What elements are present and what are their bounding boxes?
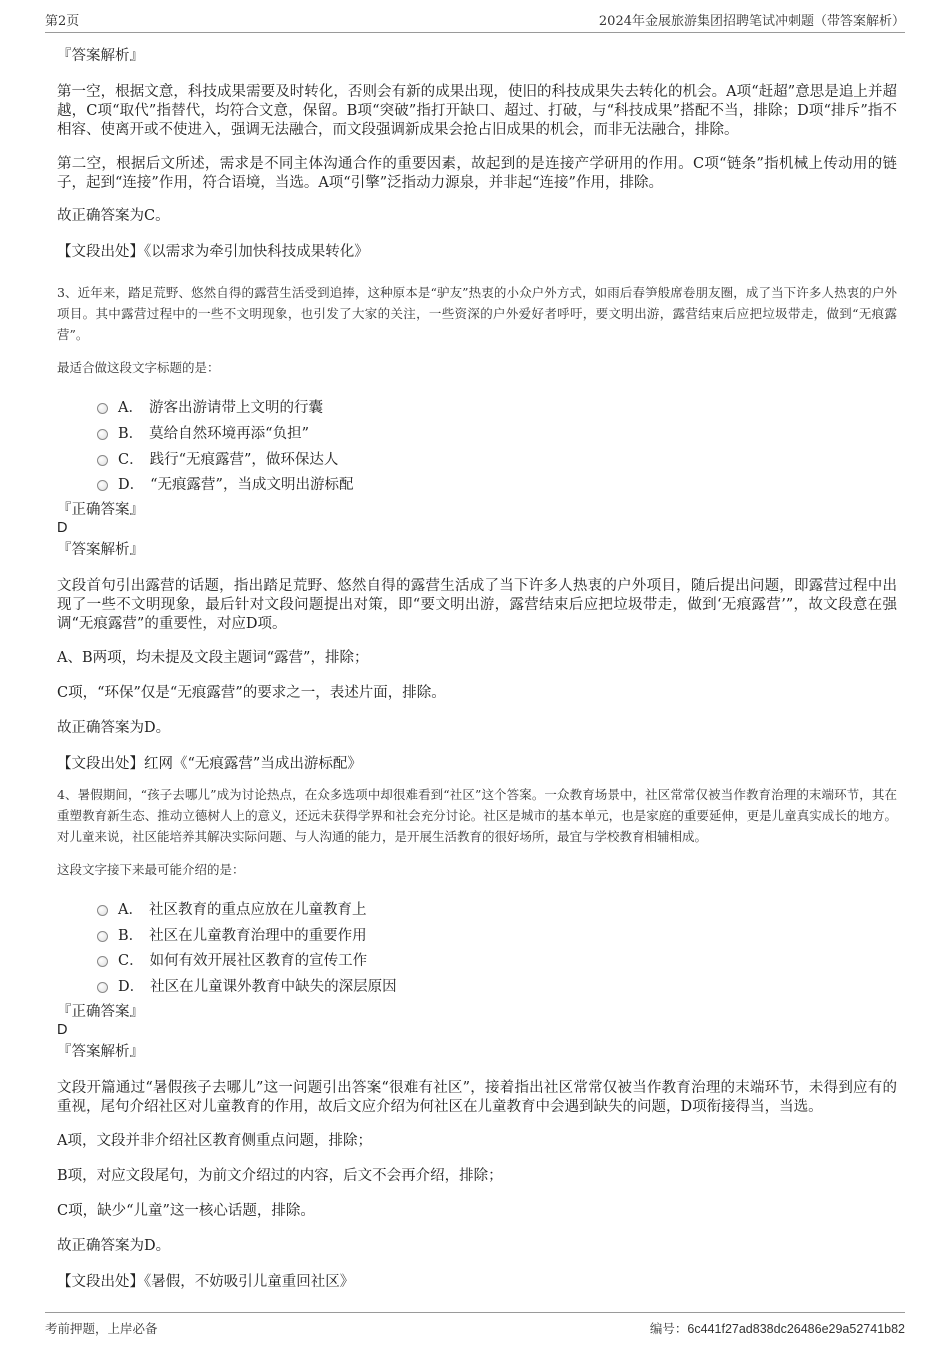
analysis-paragraph: 文段首句引出露营的话题，指出踏足荒野、悠然自得的露营生活成了当下许多人热衷的户外项目，随后提出问题，即露营过程中出现了一些不文明现象，最后针对文段问题提出对策，即“要文明出游，露营结束后应把垃圾带走，做到‘无痕露营’”，故文段意在强调“无痕露营”的重要性，对应D项。 [57, 577, 897, 632]
question-prompt: 这段文字接下来最可能介绍的是： [57, 861, 245, 877]
answer-options [57, 896, 897, 999]
option-c[interactable]: C． 如何有效开展社区教育的宣传工作 [97, 947, 897, 973]
analysis-paragraph: 第一空，根据文意，科技成果需要及时转化，否则会有新的成果出现，使旧的科技成果失去转化的机会。A项“赶超”意思是追上并超越，C项“取代”指替代，均符合文意，保留。B项“突破”指打开缺口、超过、打破，与“科技成果”搭配不当，排除；D项“排斥”指不相容、使离开或不使进入，强调无法融合，而文段强调新成果会抢占旧成果的机会，而非无法融合，排除。 [57, 84, 897, 138]
option-c[interactable]: C． 践行“无痕露营”，做环保达人 [97, 445, 897, 471]
question-stem: 4、暑假期间，“孩子去哪儿”成为讨论热点，在众多选项中却很难看到“社区”这个答案。一众教育场景中，社区常常仅被当作教育治理的末端环节，其在重塑教育新生态、推动立德树人上的意义，还远未获得学界和社会充分讨论。社区是城市的基本单元，也是家庭的重要延伸，更是儿童真实成长的地方。对儿童来说，社区能培养其解决实际问题、与人沟通的能力，是开展生活教育的很好场所，最宜与学校教育相辅相成。 [57, 786, 897, 844]
radio-button-icon[interactable] [97, 403, 108, 414]
document-code: 编号：6c441f27ad838dc26486e29a52741b82 [649, 1321, 905, 1336]
analysis-paragraph: A项，文段并非介绍社区教育侧重点问题，排除； [57, 1132, 372, 1149]
source-citation: 【文段出处】《暑假，不妨吸引儿童重回社区》 [57, 1273, 355, 1290]
correct-answer: D [57, 1021, 68, 1038]
option-b[interactable]: B． 社区在儿童教育治理中的重要作用 [97, 921, 897, 947]
option-d[interactable]: D． “无痕露营”，当成文明出游标配 [97, 471, 897, 497]
page-footer [45, 1312, 905, 1337]
correct-answer-heading: 『正确答案』 [57, 1003, 144, 1020]
footer-slogan: 考前押题，上岸必备 [45, 1321, 158, 1336]
page-content [57, 44, 897, 1292]
analysis-paragraph: A、B两项，均未提及文段主题词“露营”，排除； [57, 649, 369, 666]
option-a[interactable]: A． 社区教育的重点应放在儿童教育上 [97, 896, 897, 922]
analysis-conclusion: 故正确答案为C。 [57, 208, 170, 224]
source-citation: 【文段出处】红网《“无痕露营”当成出游标配》 [57, 755, 362, 772]
question-stem: 3、近年来，踏足荒野、悠然自得的露营生活受到追捧，这种原本是“驴友”热衷的小众户外方式，如雨后春笋般席卷朋友圈，成了当下许多人热衷的户外项目。其中露营过程中的一些不文明现象，也引发了大家的关注，一些资深的户外爱好者呼吁，要文明出游，露营结束后应把垃圾带走，做到“无痕露营”。 [57, 285, 897, 342]
radio-button-icon[interactable] [97, 480, 108, 491]
analysis-paragraph: B项，对应文段尾句，为前文介绍过的内容，后文不会再介绍，排除； [57, 1167, 503, 1184]
option-d[interactable]: D． 社区在儿童课外教育中缺失的深层原因 [97, 973, 897, 999]
option-b[interactable]: B． 莫给自然环境再添“负担” [97, 420, 897, 446]
document-title: 2024年金展旅游集团招聘笔试冲刺题（带答案解析） [598, 14, 905, 29]
radio-button-icon[interactable] [97, 956, 108, 967]
analysis-paragraph: C项，缺少“儿童”这一核心话题，排除。 [57, 1202, 315, 1219]
answer-options [57, 394, 897, 497]
question-prompt: 最适合做这段文字标题的是： [57, 360, 220, 375]
analysis-paragraph: 第二空，根据后文所述，需求是不同主体沟通合作的重要因素，故起到的是连接产学研用的作用。C项“链条”指机械上传动用的链子，起到“连接”作用，符合语境，当选。A项“引擎”泛指动力源泉，并非起“连接”作用，排除。 [57, 156, 897, 191]
correct-answer-heading: 『正确答案』 [57, 501, 144, 518]
source-citation: 【文段出处】《以需求为牵引加快科技成果转化》 [57, 244, 369, 260]
radio-button-icon[interactable] [97, 982, 108, 993]
analysis-paragraph: 文段开篇通过“暑假孩子去哪儿”这一问题引出答案“很难有社区”，接着指出社区常常仅被当作教育治理的末端环节，未得到应有的重视，尾句介绍社区对儿童教育的作用，故后文应介绍为何社区在儿童教育中会遇到缺失的问题，D项衔接得当，当选。 [57, 1079, 897, 1115]
radio-button-icon[interactable] [97, 931, 108, 942]
page-number: 第2页 [45, 14, 80, 29]
page-header [45, 10, 905, 33]
radio-button-icon[interactable] [97, 905, 108, 916]
analysis-conclusion: 故正确答案为D。 [57, 1237, 171, 1254]
analysis-heading: 『答案解析』 [57, 541, 144, 558]
analysis-paragraph: C项，“环保”仅是“无痕露营”的要求之一，表述片面，排除。 [57, 684, 446, 701]
option-a[interactable]: A． 游客出游请带上文明的行囊 [97, 394, 897, 420]
radio-button-icon[interactable] [97, 429, 108, 440]
correct-answer: D [57, 519, 68, 536]
analysis-heading: 『答案解析』 [57, 48, 144, 64]
analysis-heading: 『答案解析』 [57, 1043, 144, 1060]
radio-button-icon[interactable] [97, 455, 108, 466]
analysis-conclusion: 故正确答案为D。 [57, 719, 171, 736]
